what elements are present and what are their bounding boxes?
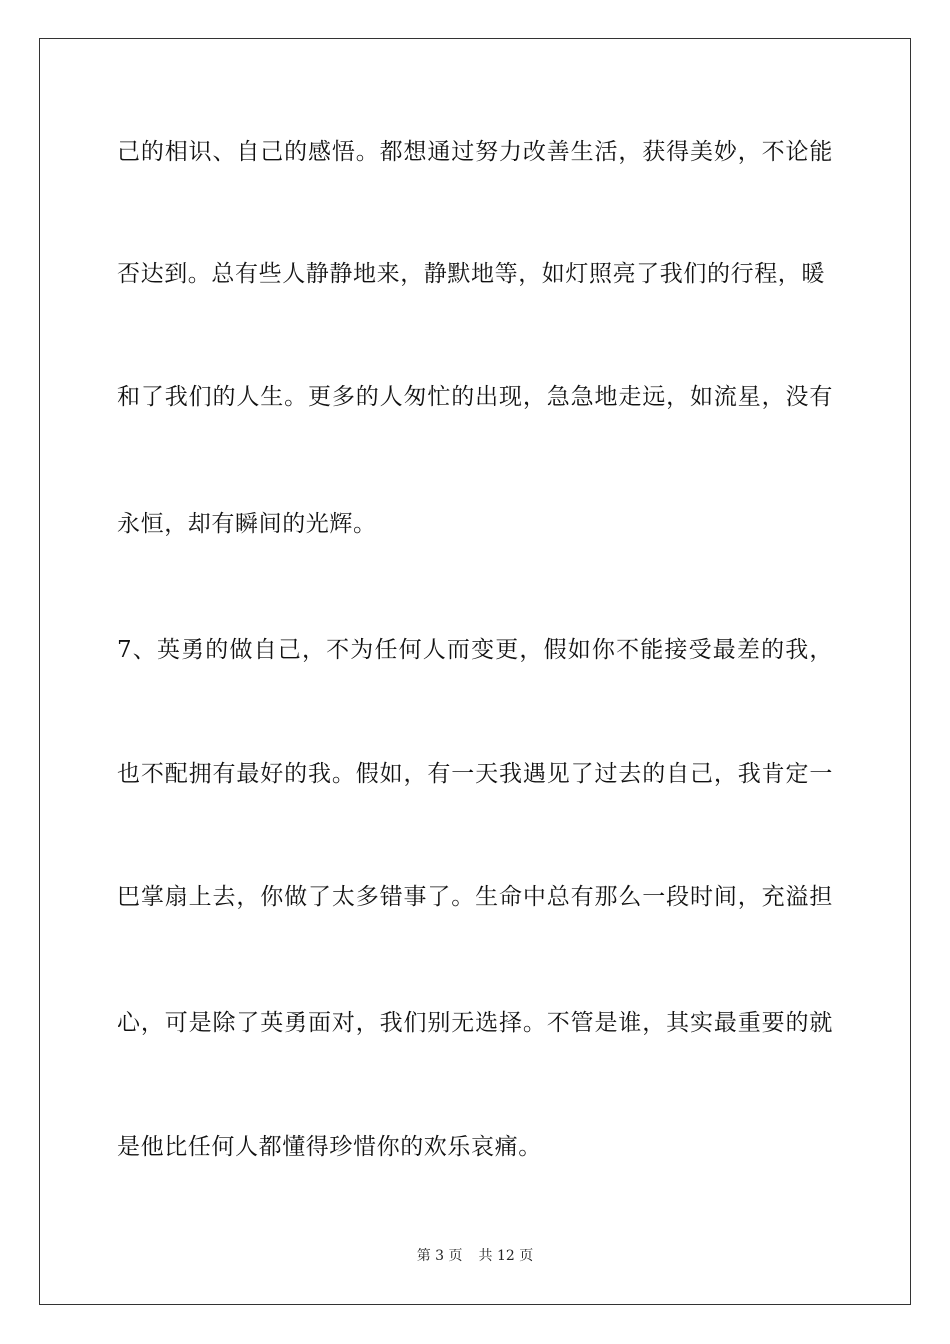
page-total: 共 12 页 bbox=[478, 1248, 534, 1264]
text-line: 和了我们的人生。更多的人匆忙的出现，急急地走远，如流星，没有 bbox=[117, 384, 833, 410]
text-line: 是他比任何人都懂得珍惜你的欢乐哀痛。 bbox=[117, 1134, 542, 1160]
text-line: 己的相识、自己的感悟。都想通过努力改善生活，获得美妙，不论能 bbox=[117, 139, 833, 165]
text-line: 巴掌扇上去，你做了太多错事了。生命中总有那么一段时间，充溢担 bbox=[117, 884, 833, 910]
page-footer bbox=[0, 1246, 950, 1266]
text-line: 也不配拥有最好的我。假如，有一天我遇见了过去的自己，我肯定一 bbox=[117, 761, 833, 787]
text-line: 永恒，却有瞬间的光辉。 bbox=[117, 511, 377, 537]
text-line: 7、英勇的做自己，不为任何人而变更，假如你不能接受最差的我， bbox=[117, 637, 833, 663]
page-number: 第 3 页 bbox=[416, 1248, 463, 1264]
text-line: 心，可是除了英勇面对，我们别无选择。不管是谁，其实最重要的就 bbox=[117, 1010, 833, 1036]
page-border bbox=[39, 38, 911, 1305]
text-line: 否达到。总有些人静静地来，静默地等，如灯照亮了我们的行程，暖 bbox=[117, 261, 825, 287]
